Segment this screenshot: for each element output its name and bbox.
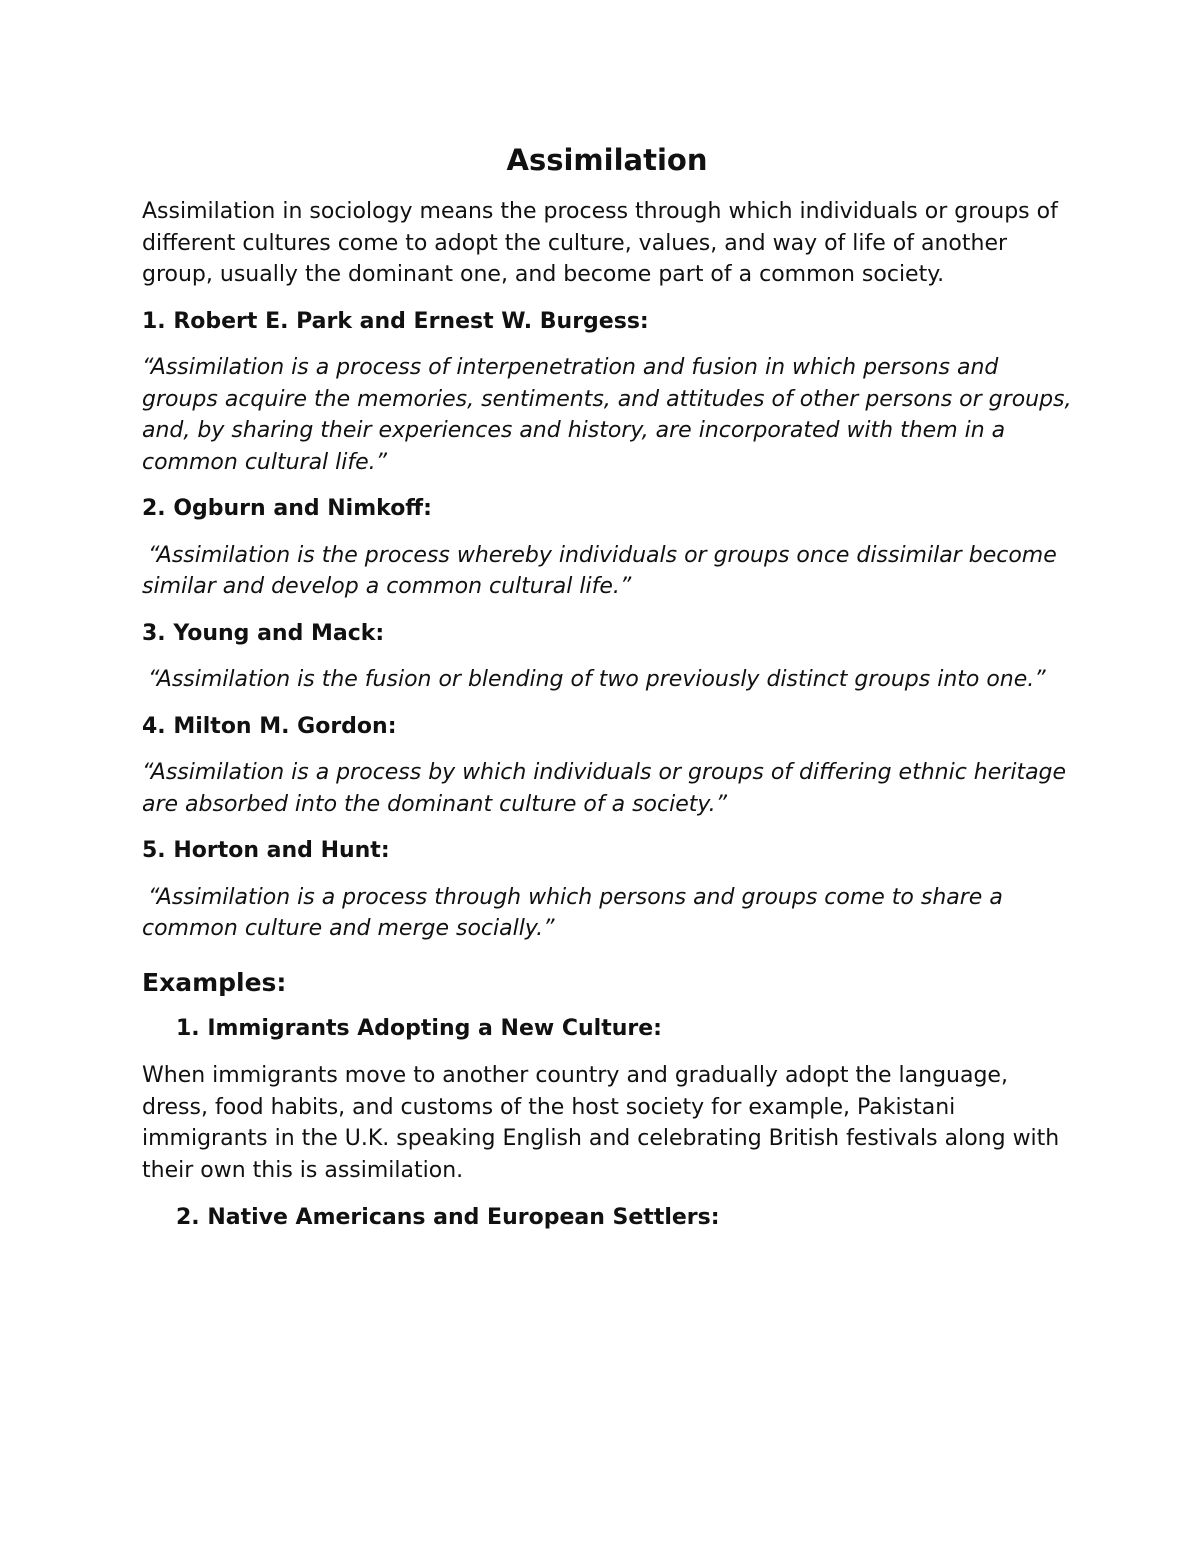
example-body: When immigrants move to another country and gradually adopt the language, dress, food habits, and customs of the host society for example, Pakistani immigrants in the U.K. speaking English and celebrating British festivals along with their own this is assimilation. [142,1063,1060,1183]
example-heading: 1. Immigrants Adopting a New Culture: [176,1015,662,1041]
definition-heading: 1. Robert E. Park and Ernest W. Burgess: [142,308,649,334]
definition-quote: “Assimilation is the fusion or blending of two previously distinct groups into one.” [148,667,1046,692]
definition-quote: “Assimilation is a process of interpenetration and fusion in which persons and groups acquire the memories, sentiments, and attitudes of other persons or groups, and, by sharing their experiences and history, are incorporated with them in a common cultural life.” [142,355,1072,475]
definition-quote: “Assimilation is a process through which persons and groups come to share a common culture and merge socially.” [142,884,1003,941]
definition-heading: 4. Milton M. Gordon: [142,713,397,739]
document-title: Assimilation [506,143,708,177]
definition-heading: 2. Ogburn and Nimkoff: [142,496,432,521]
definition-quote: “Assimilation is the process whereby individuals or groups once dissimilar become similar and develop a common cultural life.” [142,542,1057,599]
examples-heading: Examples: [142,967,287,997]
document-content [142,138,1072,1250]
definition-heading: 3. Young and Mack: [142,620,385,646]
definition-heading: 5. Horton and Hunt: [142,838,390,863]
example-heading: 2. Native Americans and European Settlers: [176,1205,720,1230]
definition-quote: “Assimilation is a process by which individuals or groups of differing ethnic heritage are absorbed into the dominant culture of a society.” [142,760,1067,817]
intro-paragraph: Assimilation in sociology means the process through which individuals or groups of different cultures come to adopt the culture, values, and way of life of another group, usually the dominant one, and become part of a common society. [142,199,1058,287]
